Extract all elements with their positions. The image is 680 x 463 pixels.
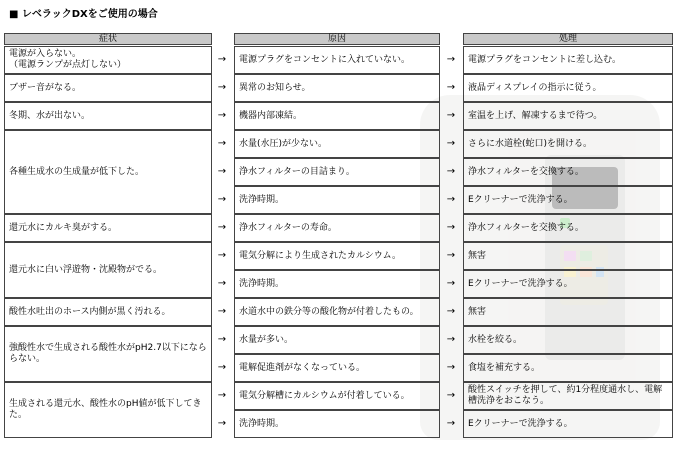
cause-cell: 異常のお知らせ。 [234,74,440,102]
remedy-cell: Eクリーナーで洗浄する。 [463,186,673,214]
arrow-right-icon: → [446,278,456,289]
remedy-cell: 浄水フィルターを交換する。 [463,158,673,186]
arrow-right-icon: → [217,390,227,401]
symptom-cell: ブザー音がなる。 [4,74,212,102]
header-remedy: 処理 [463,33,673,45]
header-symptom: 症状 [4,33,212,45]
remedy-cell: 水栓を絞る。 [463,326,673,354]
cause-cell: 洗浄時期。 [234,270,440,298]
symptom-cell: 還元水にカルキ臭がする。 [4,214,212,242]
symptom-cell: 生成される還元水、酸性水のpH値が低下してきた。 [4,382,212,438]
header-cause: 原因 [234,33,440,45]
arrow-right-icon: → [446,82,456,93]
arrow-right-icon: → [446,390,456,401]
cause-cell: 電源プラグをコンセントに入れていない。 [234,46,440,74]
arrow-right-icon: → [446,250,456,261]
arrow-right-icon: → [217,306,227,317]
remedy-cell: 電源プラグをコンセントに差し込む。 [463,46,673,74]
arrow-right-icon: → [217,54,227,65]
arrow-right-icon: → [217,110,227,121]
arrow-right-icon: → [446,306,456,317]
symptom-cell: 各種生成水の生成量が低下した。 [4,130,212,214]
cause-cell: 洗浄時期。 [234,186,440,214]
cause-cell: 電気分解槽にカルシウムが付着している。 [234,382,440,410]
arrow-right-icon: → [446,138,456,149]
cause-cell: 水道水中の鉄分等の酸化物が付着したもの。 [234,298,440,326]
arrow-right-icon: → [446,194,456,205]
arrow-right-icon: → [217,278,227,289]
arrow-right-icon: → [446,334,456,345]
remedy-cell: Eクリーナーで洗浄する。 [463,270,673,298]
arrow-right-icon: → [446,54,456,65]
arrow-right-icon: → [217,362,227,373]
remedy-cell: 無害 [463,242,673,270]
remedy-cell: さらに水道栓(蛇口)を開ける。 [463,130,673,158]
cause-cell: 浄水フィルターの寿命。 [234,214,440,242]
cause-cell: 洗浄時期。 [234,410,440,438]
page-title: ■ レベラックDXをご使用の場合 [9,9,158,20]
remedy-cell: 浄水フィルターを交換する。 [463,214,673,242]
remedy-cell: 酸性スイッチを押して、約1分程度通水し、電解槽洗浄をおこなう。 [463,382,673,410]
arrow-right-icon: → [217,334,227,345]
symptom-cell: 酸性水吐出のホース内側が黒く汚れる。 [4,298,212,326]
arrow-right-icon: → [217,222,227,233]
remedy-cell: 液晶ディスプレイの指示に従う。 [463,74,673,102]
arrow-right-icon: → [217,82,227,93]
arrow-right-icon: → [446,166,456,177]
symptom-cell: 冬期、水が出ない。 [4,102,212,130]
arrow-right-icon: → [217,138,227,149]
cause-cell: 水量が多い。 [234,326,440,354]
remedy-cell: 室温を上げ、解凍するまで待つ。 [463,102,673,130]
arrow-right-icon: → [217,194,227,205]
symptom-cell: 強酸性水で生成される酸性水がpH2.7以下になららない。 [4,326,212,382]
arrow-right-icon: → [446,362,456,373]
arrow-right-icon: → [446,418,456,429]
cause-cell: 機器内部凍結。 [234,102,440,130]
remedy-cell: Eクリーナーで洗浄する。 [463,410,673,438]
symptom-cell: 還元水に白い浮遊物・沈殿物がでる。 [4,242,212,298]
remedy-cell: 無害 [463,298,673,326]
arrow-right-icon: → [217,250,227,261]
cause-cell: 電解促進剤がなくなっている。 [234,354,440,382]
arrow-right-icon: → [217,166,227,177]
cause-cell: 浄水フィルターの目詰まり。 [234,158,440,186]
arrow-right-icon: → [446,222,456,233]
arrow-right-icon: → [446,110,456,121]
cause-cell: 電気分解により生成されたカルシウム。 [234,242,440,270]
symptom-cell: 電源が入らない。 （電源ランプが点灯しない） [4,46,212,74]
arrow-right-icon: → [217,418,227,429]
remedy-cell: 食塩を補充する。 [463,354,673,382]
cause-cell: 水量(水圧)が少ない。 [234,130,440,158]
